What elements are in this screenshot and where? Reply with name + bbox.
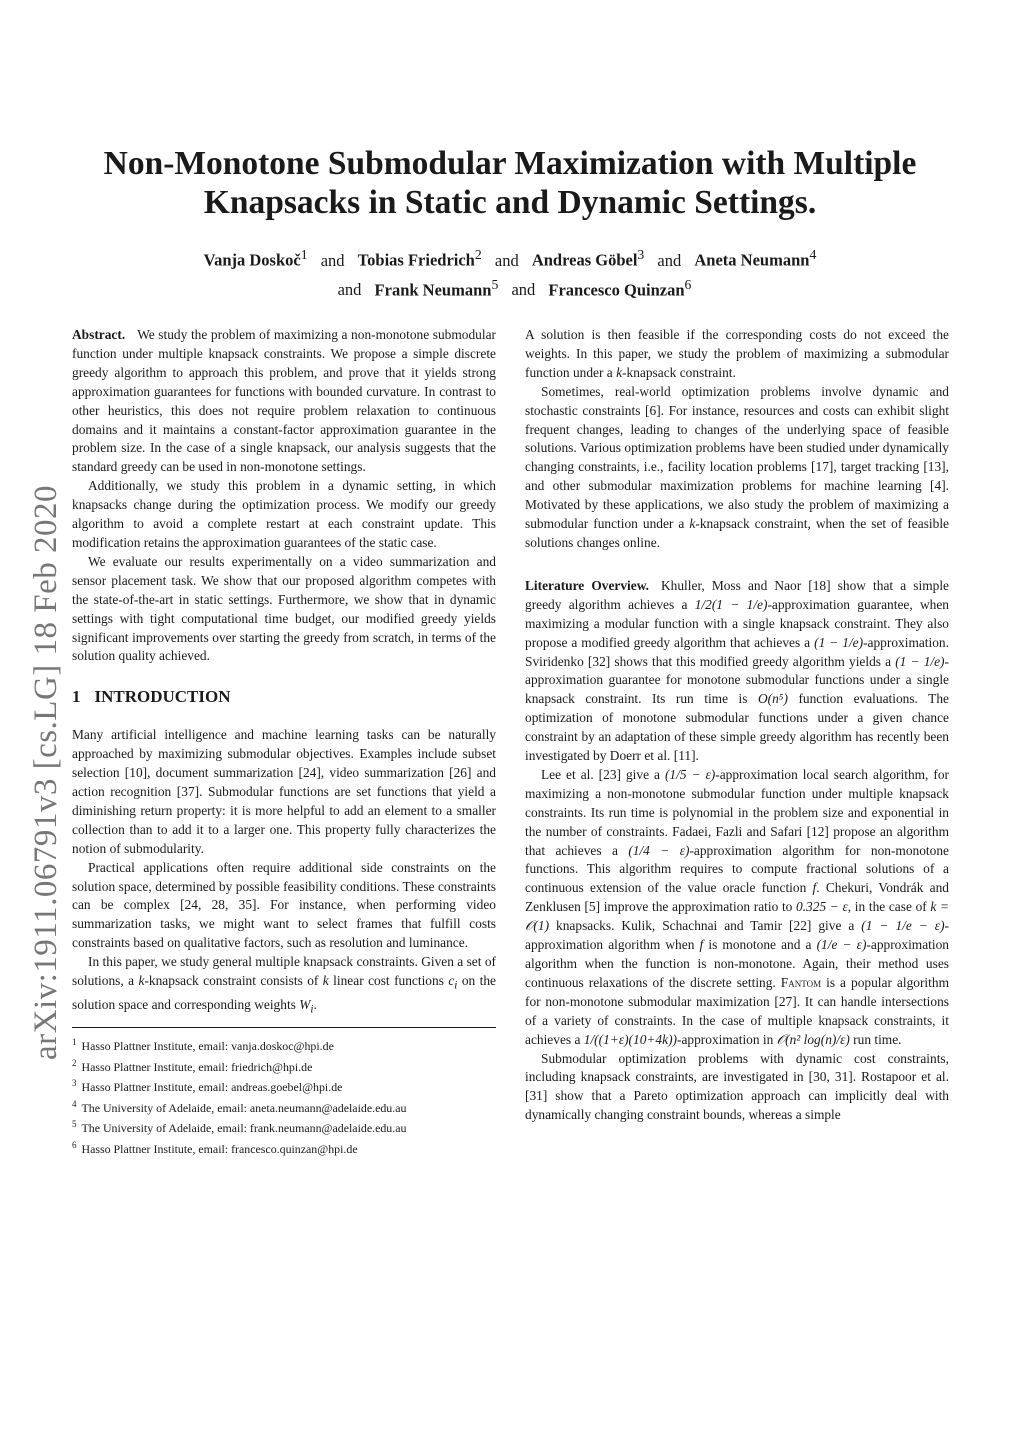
author-name: Frank Neumann xyxy=(374,280,492,299)
arxiv-identifier: arXiv:1911.06791v3 [cs.LG] 18 Feb 2020 xyxy=(28,484,64,1060)
abstract-paragraph-3: We evaluate our results experimentally on a video summarization and sensor placement task. We show that our proposed algorithm competes with the state-of-the-art in static settings. Furthermore, we show that in dynamic settings with tight computational time budget, our modified greedy yields significant improvements over starting the greedy from scratch, in terms of the solution quality achieved. xyxy=(72,553,496,664)
intro-paragraph-5: Sometimes, real-world optimization problems involve dynamic and stochastic constraints [6]. For instance, resources and costs can exhibit slight frequent changes, leading to changes of the underlying space of feasible solutions. Various optimization problems have been studied under dynamically changing constraints, i.e., facility location problems [17], target tracking [13], and other submodular maximization problems for machine learning [4]. Motivated by these applications, we also study the problem of maximizing a submodular function under a k-knapsack constraint, when the set of feasible solutions changes online. xyxy=(525,383,949,550)
footnote: $^1$ Hasso Plattner Institute, email: vanja.doskoc@hpi.de xyxy=(72,1037,334,1054)
section-heading-introduction xyxy=(72,687,496,707)
intro-paragraph-1: Many artificial intelligence and machine learning tasks can be naturally approached by maximizing submodular objectives. Examples include subset selection [10], document summarization [24], video summarization [26] and action recognition [37]. Submodular functions are set functions that yield a diminishing return property: it is more helpful to add an element to a smaller collection than to add it to a larger one. This property fully characterizes the notion of submodularity. xyxy=(72,727,496,856)
title-line-1: Non-Monotone Submodular Maximization with Multiple xyxy=(103,145,917,182)
author-line-1 xyxy=(60,243,960,273)
paper-title xyxy=(60,144,960,222)
footnote: $^4$ The University of Adelaide, email: aneta.neumann@adelaide.edu.au xyxy=(72,1098,407,1115)
author-affiliation-mark: 1 xyxy=(300,247,308,262)
author-name: Francesco Quinzan xyxy=(548,280,685,299)
literature-overview-heading: Literature Overview. xyxy=(525,577,649,593)
author-separator: and xyxy=(320,250,345,270)
author-affiliation-mark: 5 xyxy=(491,276,499,292)
footnote: $^2$ Hasso Plattner Institute, email: friedrich@hpi.de xyxy=(72,1057,313,1074)
author-list xyxy=(60,243,960,302)
author-affiliation-mark: 2 xyxy=(474,247,482,262)
abstract-paragraph-1: Abstract. We study the problem of maximizing a non-monotone submodular function under multiple knapsack constraints. We propose a simple discrete greedy algorithm to approach this problem, and prove that it yields strong approximation guarantees for functions with bounded curvature. In contrast to other heuristics, this does not require problem relaxation to continuous domains and it maintains a constant-factor approximation guarantee in the problem size. In the case of a single knapsack, our analysis suggests that the standard greedy can be used in non-monotone settings. xyxy=(72,327,496,475)
author-affiliation-mark: 3 xyxy=(637,247,645,262)
literature-paragraph-2: Lee et al. [23] give a (1/5 − ε)-approximation local search algorithm, for maximizing a non-monotone submodular function under multiple knapsack constraints. Its run time is polynomial in the problem size and exponential in the number of constraints. Fadaei, Fazli and Safari [12] propose an algorithm that achieves a (1/4 − ε)-approximation algorithm for non-monotone functions. This algorithm requires to compute fractional solutions of a continuous extension of the value oracle function f. Chekuri, Vondrák and Zenklusen [5] improve the approximation ratio to 0.325 − ε, in the case of k = 𝒪(1) knapsacks. Kulik, Schachnai and Tamir [22] give a (1 − 1/e − ε)-approximation algorithm when f is monotone and a (1/e − ε)-approximation algorithm when the function is non-monotone. Again, their method uses continuous relaxations of the discrete setting. Fantom is a popular algorithm for non-monotone submodular maximization [27]. It can handle intersections of a variety of constraints. In the case of multiple knapsack constraints, it achieves a 1/((1+ε)(10+4k))-approximation in 𝒪(n² log(n)/ε) run time. xyxy=(525,766,950,1047)
author-name: Andreas Göbel xyxy=(531,250,638,270)
author-separator: and xyxy=(494,250,519,270)
intro-paragraph-2: Practical applications often require additional side constraints on the solution space, determined by possible feasibility conditions. These constraints can be complex [24, 28, 35]. For instance, when performing video summarization tasks, we might want to select frames that fulfill costs constraints based on qualitative factors, such as resolution and luminance. xyxy=(72,859,496,951)
author-separator: and xyxy=(511,280,536,299)
left-column xyxy=(72,326,496,1157)
intro-paragraph-4: A solution is then feasible if the corresponding costs do not exceed the weights. In this paper, we study the problem of maximizing a submodular function under a k-knapsack constraint. xyxy=(525,327,949,380)
abstract-label: Abstract. xyxy=(72,327,126,342)
paragraph-gap xyxy=(525,553,949,577)
author-name: Vanja Doskoč xyxy=(203,250,301,270)
fantom-algorithm-name: Fantom xyxy=(780,974,822,990)
footnote: $^5$ The University of Adelaide, email: frank.neumann@adelaide.edu.au xyxy=(72,1119,407,1136)
author-name: Aneta Neumann xyxy=(694,250,810,270)
author-affiliation-mark: 4 xyxy=(809,247,817,262)
author-line-2 xyxy=(60,273,960,303)
section-title: INTRODUCTION xyxy=(94,687,231,707)
right-column xyxy=(525,326,949,1125)
author-affiliation-mark: 6 xyxy=(684,276,692,292)
literature-overview-paragraph: Literature Overview. Khuller, Moss and Naor [18] show that a simple greedy algorithm achieves a 1/2(1 − 1/e)-approximation guarantee, when maximizing a modular function with a single knapsack constraint. They also propose a modified greedy algorithm that achieves a (1 − 1/e)-approximation. Sviridenko [32] shows that this modified greedy algorithm yields a (1 − 1/e)-approximation guarantee for monotone submodular functions under a single knapsack constraint. Its run time is O(n⁵) function evaluations. The optimization of monotone submodular functions under a given chance constraint by an adaptation of these simple greedy algorithm has recently been investigated by Doerr et al. [11]. xyxy=(525,577,950,764)
author-separator: and xyxy=(337,280,362,299)
footnote: $^3$ Hasso Plattner Institute, email: andreas.goebel@hpi.de xyxy=(72,1078,343,1095)
author-separator: and xyxy=(657,250,682,270)
abstract-paragraph-2: Additionally, we study this problem in a dynamic setting, in which knapsacks change during the optimization process. We modify our greedy algorithm to avoid a complete restart at each constraint update. This modification retains the approximation guarantees of the static case. xyxy=(72,478,496,550)
footnotes xyxy=(72,1027,496,1157)
footnote: $^6$ Hasso Plattner Institute, email: francesco.quinzan@hpi.de xyxy=(72,1139,358,1156)
literature-paragraph-3: Submodular optimization problems with dynamic cost constraints, including knapsack constraints, are investigated in [30, 31]. Rostapoor et al. [31] show that a Pareto optimization approach can implicitly deal with dynamically changing constraint bounds, whereas a simple xyxy=(525,1050,949,1123)
author-name: Tobias Friedrich xyxy=(357,250,475,270)
title-line-2: Knapsacks in Static and Dynamic Settings. xyxy=(203,184,817,221)
intro-paragraph-3: In this paper, we study general multiple knapsack constraints. Given a set of solutions, a k-knapsack constraint consists of k linear cost functions $c_i$ on the solution space and corresponding weights $W_i$. xyxy=(72,954,496,1016)
section-number: 1 xyxy=(72,687,81,707)
